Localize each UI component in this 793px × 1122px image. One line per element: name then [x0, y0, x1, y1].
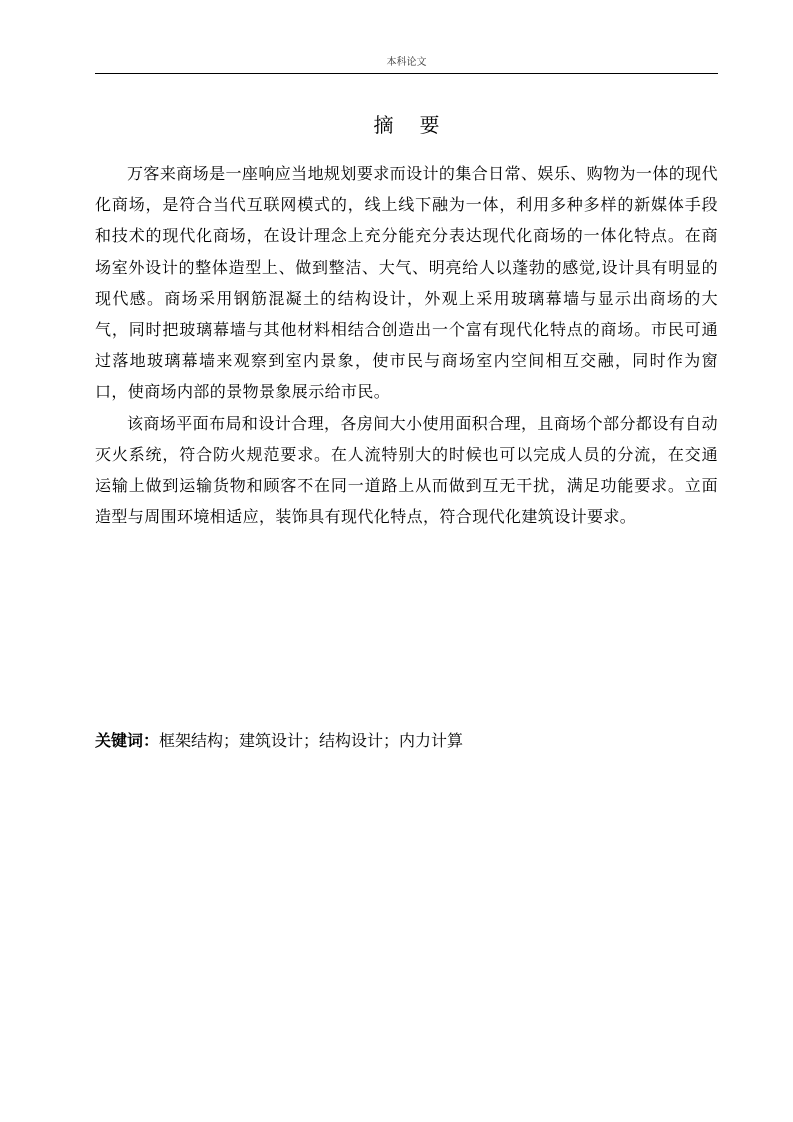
abstract-paragraph-2: 该商场平面布局和设计合理，各房间大小使用面积合理，且商场个部分都设有自动灭火系统，符合防火规范要求。在人流特别大的时候也可以完成人员的分流，在交通运输上做到运输货物和顾客不在同一道路上从而做到互无干扰，满足功能要求。立面造型与周围环境相适应，装饰具有现代化特点，符合现代化建筑设计要求。: [95, 413, 718, 527]
running-header: 本科论文: [386, 57, 427, 68]
header-rule: [95, 73, 718, 74]
keywords-value: 框架结构；建筑设计；结构设计；内力计算: [159, 731, 464, 750]
keywords-line: [95, 727, 718, 755]
keywords-label: 关键词：: [95, 731, 160, 750]
abstract-title: 摘要: [373, 113, 466, 137]
abstract-paragraph-1: 万客来商场是一座响应当地规划要求而设计的集合日常、娱乐、购物为一体的现代化商场，是符合当代互联网模式的，线上线下融为一体，利用多种多样的新媒体手段和技术的现代化商场，在设计理念上充分能充分表达现代化商场的一体化特点。在商场室外设计的整体造型上、做到整洁、大气、明亮给人以蓬勃的感觉,设计具有明显的现代感。商场采用钢筋混凝土的结构设计，外观上采用玻璃幕墙与显示出商场的大气，同时把玻璃幕墙与其他材料相结合创造出一个富有现代化特点的商场。市民可通过落地玻璃幕墙来观察到室内景象，使市民与商场室内空间相互交融，同时作为窗口，使商场内部的景物景象展示给市民。: [95, 164, 718, 402]
abstract-body: [95, 158, 718, 532]
